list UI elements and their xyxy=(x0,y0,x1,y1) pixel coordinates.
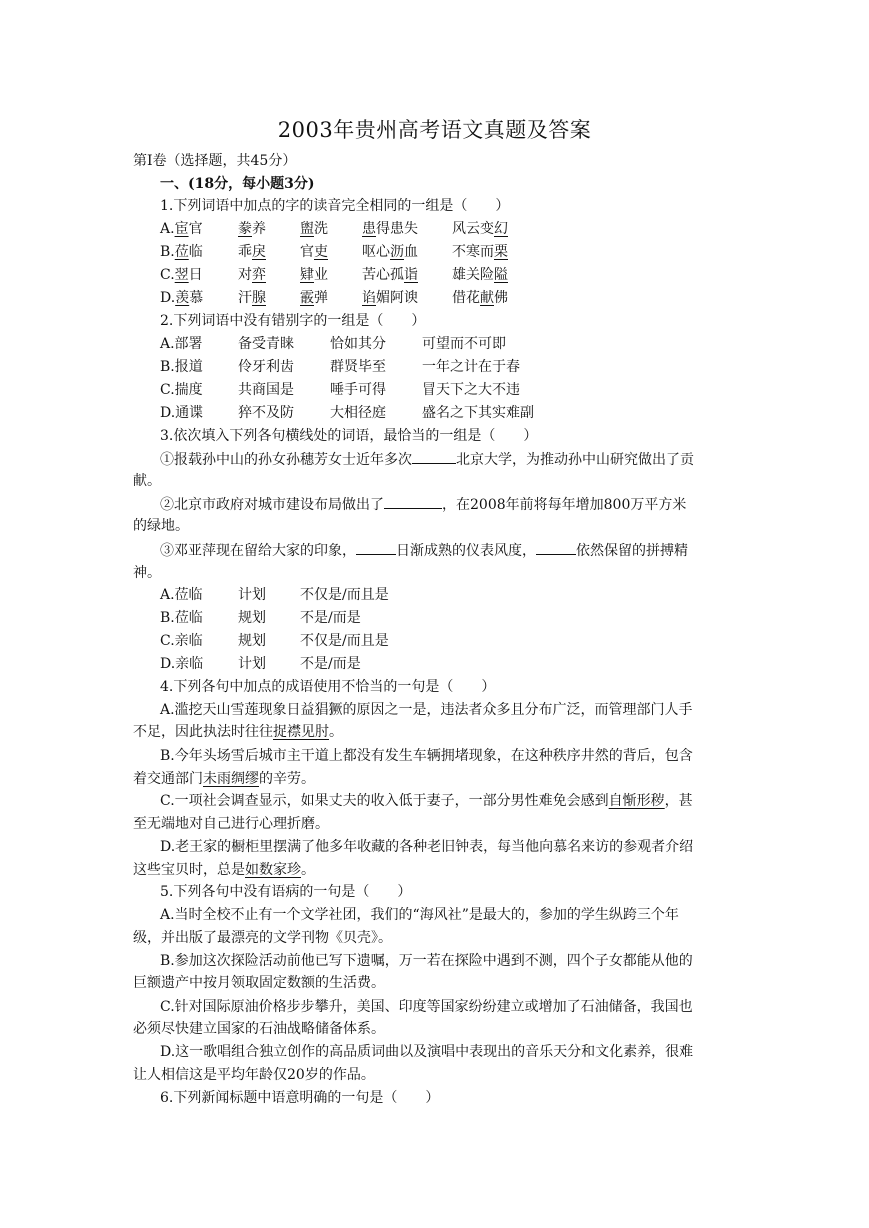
q1-b-item: 不寒而栗 xyxy=(452,244,508,260)
q1-d-item: 谄媚阿谀 xyxy=(362,290,418,306)
q2-a-item: 备受青睐 xyxy=(238,336,294,352)
q2-a-item: 可望而不可即 xyxy=(422,336,506,352)
q1-a-item: 盥洗 xyxy=(300,221,328,237)
q3-b-item: 不是/而是 xyxy=(300,610,361,626)
marked-idiom: 捉襟见肘 xyxy=(273,724,329,740)
fill-blank xyxy=(356,540,396,555)
q4-text: 的辛劳。 xyxy=(259,771,315,787)
q3-sentence-1 xyxy=(160,449,694,470)
q3-a-item: A.莅临 xyxy=(160,587,203,603)
q1-a-item: 患得患失 xyxy=(362,221,418,237)
fill-blank xyxy=(536,540,576,555)
marked-idiom: 自惭形秽 xyxy=(608,793,665,809)
q4-text: C.一项社会调查显示，如果丈夫的收入低于妻子，一部分男性难免会感到 xyxy=(160,793,609,809)
q4-option-d: D.老王家的橱柜里摆满了他多年收藏的各种老旧钟表，每当他向慕名来访的参观者介绍 xyxy=(160,839,694,855)
q4-option-a: A.滥挖天山雪莲现象日益猖獗的原因之一是，违法者众多且分布广泛，而管理部门人手 xyxy=(160,702,693,718)
q4-option-d-cont xyxy=(133,860,315,880)
q1-c-item: 对弈 xyxy=(238,267,266,283)
q1-c-item: 苦心孤诣 xyxy=(362,267,418,283)
q1-a-item: 豢养 xyxy=(238,221,266,237)
question-4-stem: 4.下列各句中加点的成语使用不恰当的一句是（ ） xyxy=(160,679,496,695)
q3-s3-text: ③邓亚萍现在留给大家的印象， xyxy=(160,543,356,559)
q5-option-c: C.针对国际原油价格步步攀升，美国、印度等国家纷纷建立或增加了石油储备，我国也 xyxy=(160,999,693,1015)
q1-d-item: 汗腺 xyxy=(238,290,266,306)
q3-a-item: 计划 xyxy=(238,587,266,603)
q4-text: 着交通部门 xyxy=(133,771,203,787)
q1-b-item: 呕心沥血 xyxy=(362,244,418,260)
fill-blank xyxy=(412,449,456,464)
q3-c-item: 不仅是/而且是 xyxy=(300,633,389,649)
q2-d-item: 盛名之下其实难副 xyxy=(422,405,534,421)
q2-b-item: 群贤毕至 xyxy=(330,359,386,375)
q1-c-item: 雄关险隘 xyxy=(452,267,508,283)
q1-b-item: 乖戾 xyxy=(238,244,266,260)
q4-option-b-cont xyxy=(133,769,315,789)
q4-text: 这些宝贝时，总是 xyxy=(133,862,245,878)
q5-option-b-cont: 巨额遗产中按月领取固定数额的生活费。 xyxy=(133,975,385,991)
q1-c-item: C.翌日 xyxy=(160,267,203,283)
q3-d-item: 不是/而是 xyxy=(300,656,361,672)
q3-s3-text: 日渐成熟的仪表风度， xyxy=(396,543,536,559)
question-1-stem: 1.下列词语中加点的字的读音完全相同的一组是（ ） xyxy=(160,198,510,214)
question-2-stem: 2.下列词语中没有错别字的一组是（ ） xyxy=(160,313,426,329)
question-6-stem: 6.下列新闻标题中语意明确的一句是（ ） xyxy=(160,1090,440,1106)
q2-c-item: 唾手可得 xyxy=(330,382,386,398)
q4-option-c xyxy=(160,791,693,811)
q3-s3-text: 依然保留的拼搏精 xyxy=(576,543,688,559)
q5-option-d: D.这一歌唱组合独立创作的高品质词曲以及演唱中表现出的音乐天分和文化素养，很难 xyxy=(160,1044,694,1060)
q4-text: ，甚 xyxy=(664,793,693,809)
q3-s1-text: ①报载孙中山的孙女孙穗芳女士近年多次 xyxy=(160,452,412,468)
q3-sentence-3 xyxy=(160,540,688,561)
q2-c-item: 共商国是 xyxy=(238,382,294,398)
question-3-stem: 3.依次填入下列各句横线处的词语，最恰当的一组是（ ） xyxy=(160,428,538,444)
question-5-stem: 5.下列各句中没有语病的一句是（ ） xyxy=(160,884,412,900)
q5-option-a-cont: 级，并出版了最漂亮的文学刊物《贝壳》。 xyxy=(133,930,392,946)
q2-d-item: 大相径庭 xyxy=(330,405,386,421)
q4-option-a-cont xyxy=(133,722,343,742)
q2-c-item: C.揣度 xyxy=(160,382,203,398)
q5-option-a: A.当时全校不止有一个文学社团，我们的“海风社”是最大的，参加的学生纵跨三个年 xyxy=(160,907,679,923)
q4-text: 。 xyxy=(329,724,343,740)
q2-b-item: 伶牙利齿 xyxy=(238,359,294,375)
q1-b-item: B.莅临 xyxy=(160,244,203,260)
q3-c-item: C.亲临 xyxy=(160,633,203,649)
q2-d-item: 猝不及防 xyxy=(238,405,294,421)
page-title: 2003年贵州高考语文真题及答案 xyxy=(277,118,592,142)
q3-sentence-2 xyxy=(160,494,686,515)
q5-option-c-cont: 必须尽快建立国家的石油战略储备体系。 xyxy=(133,1021,385,1037)
q3-sentence-2-cont: 的绿地。 xyxy=(133,518,189,534)
q1-d-item: 借花献佛 xyxy=(452,290,508,306)
q3-c-item: 规划 xyxy=(238,633,266,649)
q1-d-item: D.羡慕 xyxy=(160,290,204,306)
marked-idiom: 如数家珍 xyxy=(245,862,301,878)
q4-option-b: B.今年头场雪后城市主干道上都没有发生车辆拥堵现象，在这种秩序井然的背后，包含 xyxy=(160,748,693,764)
marked-idiom: 未雨绸缪 xyxy=(203,771,259,787)
q4-option-c-cont: 至无端地对自己进行心理折磨。 xyxy=(133,816,329,832)
q3-sentence-1-cont: 献。 xyxy=(133,473,161,489)
q5-option-d-cont: 让人相信这是平均年龄仅20岁的作品。 xyxy=(133,1067,375,1083)
q1-b-item: 官吏 xyxy=(300,244,328,260)
q2-a-item: 恰如其分 xyxy=(330,336,386,352)
q2-a-item: A.部署 xyxy=(160,336,203,352)
section-heading: 第Ⅰ卷（选择题，共45分） xyxy=(133,153,297,169)
q3-sentence-3-cont: 神。 xyxy=(133,565,161,581)
q1-a-item: A.宦官 xyxy=(160,221,203,237)
q1-d-item: 霰弹 xyxy=(300,290,328,306)
q3-b-item: 规划 xyxy=(238,610,266,626)
fill-blank xyxy=(384,494,442,509)
q3-d-item: 计划 xyxy=(238,656,266,672)
q3-s2-text: ，在2008年前将每年增加800万平方米 xyxy=(442,497,687,513)
q3-s1-text: 北京大学，为推动孙中山研究做出了贡 xyxy=(456,452,694,468)
q2-b-item: B.报道 xyxy=(160,359,203,375)
q4-text: 不足，因此执法时往往 xyxy=(133,724,273,740)
q3-s2-text: ②北京市政府对城市建设布局做出了 xyxy=(160,497,384,513)
q3-a-item: 不仅是/而且是 xyxy=(300,587,389,603)
q2-d-item: D.通谍 xyxy=(160,405,204,421)
part-heading: 一、(18分，每小题3分) xyxy=(160,176,315,192)
q1-c-item: 肄业 xyxy=(300,267,328,283)
q3-b-item: B.莅临 xyxy=(160,610,203,626)
q4-text: 。 xyxy=(301,862,315,878)
q3-d-item: D.亲临 xyxy=(160,656,204,672)
q2-c-item: 冒天下之大不违 xyxy=(422,382,520,398)
q2-b-item: 一年之计在于春 xyxy=(422,359,520,375)
q1-a-item: 风云变幻 xyxy=(452,221,508,237)
q5-option-b: B.参加这次探险活动前他已写下遗嘱，万一若在探险中遇到不测，四个子女都能从他的 xyxy=(160,953,693,969)
